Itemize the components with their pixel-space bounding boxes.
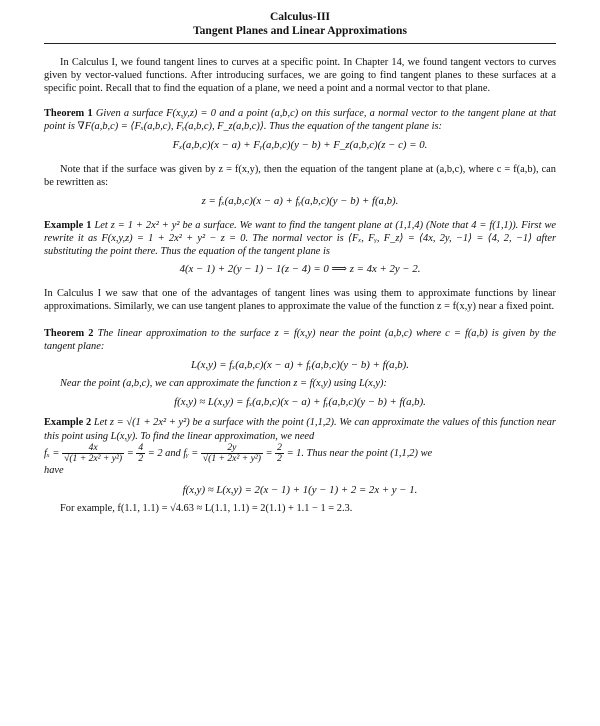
example-1-label: Example 1 xyxy=(44,220,92,231)
example-2-numeric-check: For example, f(1.1, 1.1) = √4.63 ≈ L(1.1, 1.1) = 2(1.1) + 1.1 − 1 = 2.3. xyxy=(60,502,353,514)
note-paragraph: Note that if the surface was given by z = f(x,y), then the equation of the tangent plane at (a,b,c), where c = f(a,b), can be rewritten as: xyxy=(44,164,556,188)
example-1 xyxy=(44,219,556,258)
theorem-1 xyxy=(44,107,556,133)
example-2-partials xyxy=(44,443,556,464)
title-divider xyxy=(44,43,556,44)
example-2-have: have xyxy=(44,465,64,476)
example-2-label: Example 2 xyxy=(44,417,92,428)
fy-denominator: √(1 + 2x² + y²) xyxy=(202,453,261,464)
theorem-2-middle-text: Near the point (a,b,c), we can approximate the function z = f(x,y) using L(x,y): xyxy=(60,378,387,389)
fx-numerator: 4x xyxy=(62,443,124,454)
fy-value-fraction xyxy=(275,443,284,464)
fx-equals: = xyxy=(126,447,134,459)
linear-approximation-intro: In Calculus I we saw that one of the advantages of tangent lines was using them to approximate functions by linear approximations. Similarly, we can use tangent planes to approximate the value of the function z = f(x,y) near a fixed point. xyxy=(44,288,556,312)
fy-value-denominator: 2 xyxy=(277,453,282,464)
fx-value-fraction xyxy=(136,443,145,464)
example-1-text: Let z = 1 + 2x² + y² be a surface. We want to find the tangent plane at (1,1,4) (Note that 4 = f(1,1)). First we rewrite it as F(x,y,z) = 1 + 2x² + y² − z = 0. The normal vector is ⟨Fₓ, Fᵧ, F_z⟩ = ⟨4x, 2y, −1⟩ = ⟨4, 2, −1⟩ after substituting the point there. Thus the equation of the tangent plane is xyxy=(44,220,556,257)
theorem-1-text: Given a surface F(x,y,z) = 0 and a point (a,b,c) on this surface, a normal vector to the tangent plane at that point is ∇F(a,b,c) = ⟨Fₓ(a,b,c), Fᵧ(a,b,c), F_z(a,b,c)⟩. Thus the equation of the tangent plane is: xyxy=(44,108,556,132)
fy-result: = 1. Thus near the point (1,1,2) we xyxy=(286,447,433,459)
example-2-text: Let z = √(1 + 2x² + y²) be a surface with the point (1,1,2). We can approximate the values of this function near this point using L(x,y). To find the linear approximation, we need xyxy=(44,417,556,442)
tangent-plane-equation: Fₓ(a,b,c)(x − a) + Fᵧ(a,b,c)(y − b) + F_z(a,b,c)(z − c) = 0. xyxy=(172,139,428,151)
fx-prefix: fₓ = xyxy=(44,447,60,459)
linear-approximation-equation: L(x,y) = fₓ(a,b,c)(x − a) + fᵧ(a,b,c)(y − b) + f(a,b). xyxy=(191,359,409,371)
theorem-2-label: Theorem 2 xyxy=(44,328,94,339)
theorem-2 xyxy=(44,327,556,353)
fx-value-numerator: 4 xyxy=(138,442,144,453)
approximation-equation: f(x,y) ≈ L(x,y) = fₓ(a,b,c)(x − a) + fᵧ(a,b,c)(y − b) + f(a,b). xyxy=(174,396,426,408)
example-2-equation: f(x,y) ≈ L(x,y) = 2(x − 1) + 1(y − 1) + 2 = 2x + y − 1. xyxy=(182,483,418,496)
fy-equals: = xyxy=(265,447,273,459)
fy-value-numerator: 2 xyxy=(277,442,282,453)
explicit-tangent-plane-equation: z = fₓ(a,b,c)(x − a) + fᵧ(a,b,c)(y − b) + f(a,b). xyxy=(201,195,399,207)
fy-numerator: 2y xyxy=(201,443,263,454)
fx-result: = 2 and fᵧ = xyxy=(147,447,199,459)
fx-value-denominator: 2 xyxy=(138,453,144,464)
section-title: Tangent Planes and Linear Approximations xyxy=(193,25,407,37)
fx-fraction xyxy=(62,443,124,464)
example-2 xyxy=(44,416,556,515)
fx-denominator: √(1 + 2x² + y²) xyxy=(64,453,123,464)
intro-paragraph: In Calculus I, we found tangent lines to curves at a specific point. In Chapter 14, we found tangent vectors to curves given by vector-valued functions. After introducing surfaces, we are going to find tangent planes to these surfaces at a specific point. Recall that to find the equation of a plane, we need a point and a normal vector to that plane. xyxy=(44,57,556,94)
fy-fraction xyxy=(201,443,263,464)
example-1-equation: 4(x − 1) + 2(y − 1) − 1(z − 4) = 0 ⟹ z = 4x + 2y − 2. xyxy=(179,263,421,275)
theorem-1-label: Theorem 1 xyxy=(44,108,93,119)
theorem-2-text: The linear approximation to the surface z = f(x,y) near the point (a,b,c) where c = f(a,b) is given by the tangent plane: xyxy=(44,328,556,352)
document-page xyxy=(44,10,556,515)
course-title: Calculus-III xyxy=(269,11,331,23)
